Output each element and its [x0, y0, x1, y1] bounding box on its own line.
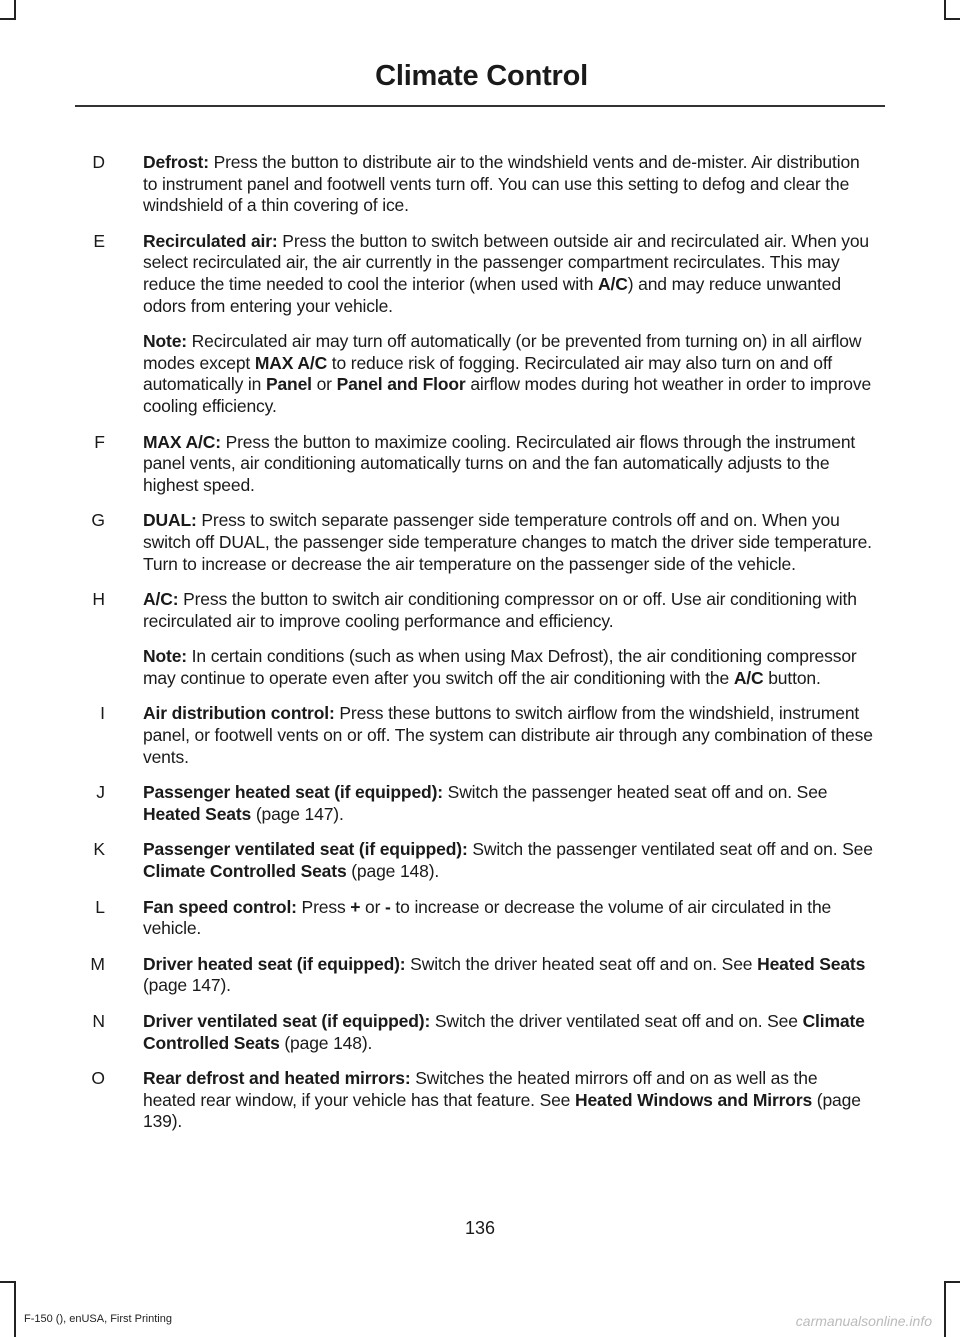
- entry-label: Defrost:: [143, 152, 209, 172]
- entry-letter: N: [92, 1011, 105, 1031]
- entry-text: (page 148).: [346, 861, 440, 882]
- note-text: In certain conditions (such as when using Max Defrost), the air conditioning compressor may continue to operate even after you switch off the air conditioning with the: [143, 646, 857, 688]
- watermark: carmanualsonline.info: [795, 1313, 932, 1329]
- entry-e: [0, 231, 960, 317]
- entry-label: MAX A/C:: [143, 431, 221, 452]
- entry-letter: M: [90, 953, 105, 974]
- entry-l: [0, 897, 960, 940]
- entry-letter: K: [93, 839, 105, 860]
- entry-o: [0, 1068, 960, 1133]
- footer-text: F-150 (), enUSA, First Printing: [24, 1313, 172, 1325]
- note-label: Note:: [143, 331, 187, 352]
- entry-letter: H: [92, 589, 105, 610]
- entry-h: [0, 589, 960, 632]
- entry-body: [143, 782, 873, 825]
- entry-text: Press: [296, 896, 351, 917]
- entry-text: (page 147).: [143, 975, 231, 996]
- entry-body: [143, 839, 873, 882]
- entry-body: [143, 954, 873, 997]
- note-text: airflow modes during hot weather in order to improve cooling efficiency.: [143, 374, 872, 416]
- bold-term: +: [350, 896, 361, 917]
- entry-label: Driver ventilated seat (if equipped):: [143, 1011, 431, 1031]
- entry-label: Driver heated seat (if equipped):: [143, 953, 406, 974]
- bold-term: MAX A/C: [254, 352, 328, 373]
- entry-n: [0, 1011, 960, 1054]
- cross-reference-link[interactable]: Heated Seats: [143, 803, 252, 824]
- crop-mark-bottom-left-h: [0, 1281, 16, 1283]
- entry-m: [0, 954, 960, 997]
- entry-body: [143, 231, 873, 317]
- entry-text: or: [360, 896, 386, 917]
- entry-text: Switch the passenger ventilated seat off and on. See: [467, 839, 873, 860]
- entry-text: Press to switch separate passenger side temperature controls off and on. When you switch off DUAL, the passenger side temperature changes to match the driver side temperature. Turn to increase or decrease the air temperature on the passenger side of the vehicle.: [143, 510, 872, 574]
- header-rule: [75, 105, 885, 107]
- content: [0, 152, 960, 1147]
- entry-body: [143, 152, 873, 217]
- entry-body: [143, 510, 873, 575]
- bold-term: A/C: [733, 667, 764, 688]
- entry-text: Switch the driver ventilated seat off and on. See: [430, 1011, 803, 1031]
- bold-term: A/C: [598, 273, 628, 294]
- entry-label: DUAL:: [143, 510, 197, 531]
- note-label: Note:: [143, 646, 187, 667]
- entry-letter: G: [91, 510, 105, 531]
- crop-mark-top-left-h: [0, 18, 16, 20]
- entry-letter: O: [91, 1068, 105, 1089]
- entry-letter: F: [94, 431, 105, 452]
- entry-text: Switches the heated mirrors off and on as well as the heated rear window, if your vehicle has that feature. See: [143, 1068, 818, 1110]
- entry-label: Fan speed control:: [143, 896, 297, 917]
- entry-label: A/C:: [143, 589, 179, 610]
- entry-letter: I: [100, 703, 105, 724]
- bold-term: Panel and Floor: [336, 374, 466, 395]
- entry-i: [0, 703, 960, 768]
- entry-text: ) and may reduce unwanted odors from entering your vehicle.: [143, 273, 841, 316]
- entry-body: [143, 1011, 873, 1054]
- entry-text: Switch the driver heated seat off and on. See: [405, 953, 758, 974]
- entry-body: [143, 432, 873, 497]
- entry-label: Recirculated air:: [143, 230, 278, 251]
- crop-mark-bottom-right-h: [944, 1281, 960, 1283]
- bold-term: Panel: [265, 374, 312, 395]
- entry-body: [143, 897, 873, 940]
- entry-text: (page 148).: [279, 1032, 373, 1053]
- page-number: 136: [464, 1218, 496, 1238]
- entry-text: (page 139).: [143, 1089, 861, 1132]
- bold-term: -: [385, 896, 391, 917]
- entry-text: Press the button to distribute air to the windshield vents and de-mister. Air distribution to instrument panel and footwell vents turn off. You can use this setting to defog and clear the windshield of a thin covering of ice.: [143, 152, 860, 216]
- cross-reference-link[interactable]: Heated Windows and Mirrors: [574, 1089, 813, 1110]
- entry-text: (page 147).: [251, 803, 344, 824]
- entry-text: to increase or decrease the volume of air circulated in the vehicle.: [143, 896, 832, 939]
- entry-label: Air distribution control:: [143, 703, 335, 724]
- entry-body: [143, 589, 873, 632]
- entry-letter: E: [93, 230, 105, 251]
- entry-j: [0, 782, 960, 825]
- entry-letter: D: [92, 152, 105, 172]
- cross-reference-link[interactable]: Climate Controlled Seats: [143, 861, 347, 882]
- entry-body: [143, 703, 873, 768]
- crop-mark-bottom-right-v: [944, 1281, 946, 1337]
- crop-mark-top-right-v: [944, 0, 946, 20]
- entry-letter: L: [95, 896, 105, 917]
- note-recirculated: [143, 331, 873, 417]
- entry-text: Press these buttons to switch airflow from the windshield, instrument panel, or footwell vents on or off. The system can distribute air through any combination of these vents.: [143, 703, 873, 767]
- note-text: Recirculated air may turn off automatically (or be prevented from turning on) in all airflow modes except: [143, 331, 862, 373]
- entry-g: [0, 510, 960, 575]
- crop-mark-top-left-v: [14, 0, 16, 20]
- note-ac: [143, 646, 873, 689]
- note-text: or: [311, 374, 337, 395]
- cross-reference-link[interactable]: Heated Seats: [757, 953, 866, 974]
- note-text: button.: [763, 667, 821, 688]
- entry-text: Press the button to switch air conditioning compressor on or off. Use air conditioning with recirculated air to improve cooling performance and efficiency.: [143, 589, 857, 631]
- entry-body: [143, 1068, 873, 1133]
- page-title: Climate Control: [375, 60, 588, 92]
- entry-f: [0, 432, 960, 497]
- entry-k: [0, 839, 960, 882]
- crop-mark-bottom-left-v: [14, 1281, 16, 1337]
- cross-reference-link[interactable]: Climate Controlled Seats: [143, 1011, 865, 1053]
- entry-text: Press the button to switch between outside air and recirculated air. When you select recirculated air, the air currently in the passenger compartment recirculates. This may reduce the time needed to cool the interior (when used with: [143, 230, 870, 294]
- note-text: to reduce risk of fogging. Recirculated air may also turn on and off automatically in: [143, 352, 832, 395]
- entry-label: Passenger ventilated seat (if equipped):: [143, 839, 468, 860]
- entry-label: Passenger heated seat (if equipped):: [143, 782, 443, 803]
- entry-d: [0, 152, 960, 217]
- entry-letter: J: [96, 782, 105, 803]
- entry-text: Press the button to maximize cooling. Recirculated air flows through the instrument panel vents, air conditioning automatically turns on and the fan automatically adjusts to the highest speed.: [143, 431, 856, 495]
- entry-label: Rear defrost and heated mirrors:: [143, 1068, 411, 1089]
- crop-mark-top-right-h: [944, 18, 960, 20]
- entry-text: Switch the passenger heated seat off and on. See: [442, 782, 828, 803]
